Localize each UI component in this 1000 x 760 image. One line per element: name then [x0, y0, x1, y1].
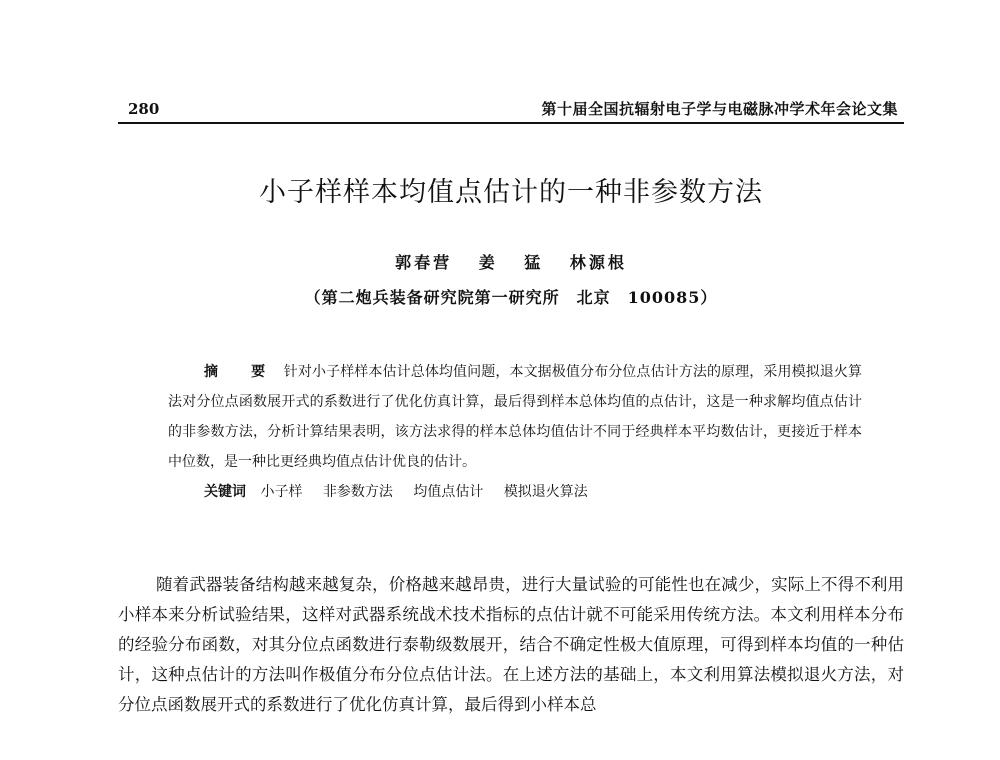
keywords-label: 关键词	[204, 484, 246, 500]
affiliation: （第二炮兵装备研究院第一研究所 北京 100085）	[304, 288, 718, 307]
abstract-section	[168, 357, 862, 507]
author: 姜 猛	[478, 253, 544, 272]
author: 郭春营	[395, 253, 453, 272]
abstract-paragraph	[168, 357, 862, 477]
author: 林源根	[569, 253, 627, 272]
page-number: 280	[128, 100, 160, 118]
author-list	[118, 250, 904, 273]
abstract-text: 针对小子样样本估计总体均值问题，本文据极值分布分位点估计方法的原理，采用模拟退火算法对分位点函数展开式的系数进行了优化仿真计算，最后得到样本总体均值的点估计，这是一种求解均值点估计的非参数方法，分析计算结果表明，该方法求得的样本总体均值估计不同于经典样本平均数估计，更接近于样本中位数，是一种比更经典均值点估计优良的估计。	[168, 364, 863, 470]
abstract-label: 摘 要	[204, 364, 280, 380]
body-section	[118, 570, 904, 720]
keyword: 小子样	[260, 484, 303, 500]
page-header	[118, 96, 904, 124]
keyword: 均值点估计	[413, 484, 484, 500]
keywords-line	[168, 477, 862, 507]
keyword: 非参数方法	[322, 484, 393, 500]
body-paragraph: 随着武器装备结构越来越复杂，价格越来越昂贵，进行大量试验的可能性也在减少，实际上不得不利用小样本来分析试验结果，这样对武器系统战术技术指标的点估计就不可能采用传统方法。本文利用样本分布的经验分布函数，对其分位点函数进行泰勒级数展开，结合不确定性极大值原理，可得到样本均值的一种估计，这种点估计的方法叫作极值分布分位点估计法。在上述方法的基础上，本文利用算法模拟退火方法，对分位点函数展开式的系数进行了优化仿真计算，最后得到小样本总	[118, 575, 904, 714]
running-head: 第十届全国抗辐射电子学与电磁脉冲学术年会论文集	[541, 100, 898, 118]
keyword: 模拟退火算法	[503, 484, 588, 500]
paper-title: 小子样样本均值点估计的一种非参数方法	[259, 177, 763, 208]
